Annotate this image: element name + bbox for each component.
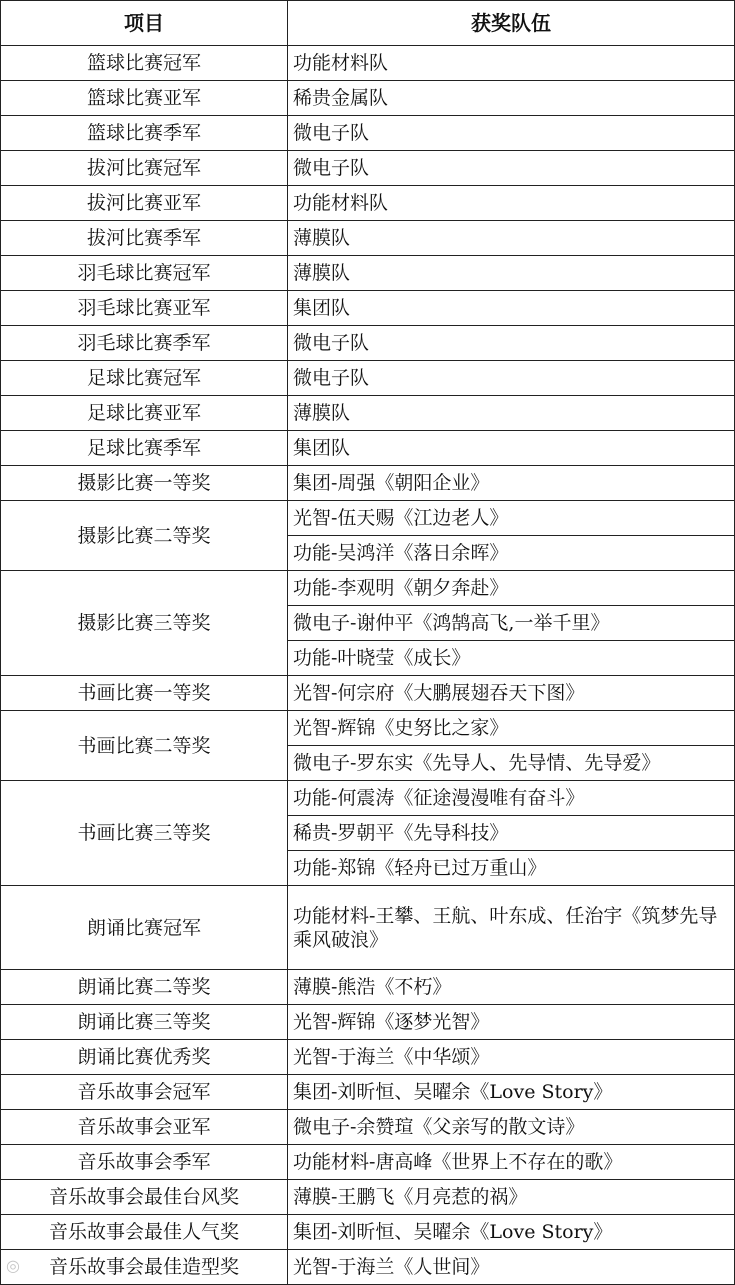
table-row [1, 291, 735, 326]
award-item: 篮球比赛冠军 [1, 46, 288, 81]
award-item: 朗诵比赛优秀奖 [1, 1040, 288, 1075]
award-item: 音乐故事会季军 [1, 1145, 288, 1180]
award-item: 足球比赛亚军 [1, 396, 288, 431]
table-row [1, 1215, 735, 1250]
award-team: 功能-李观明《朝夕奔赴》 [288, 571, 735, 606]
table-row [1, 1040, 735, 1075]
table-row [1, 571, 735, 606]
award-item: 足球比赛季军 [1, 431, 288, 466]
award-team: 稀贵金属队 [288, 81, 735, 116]
table-row [1, 1005, 735, 1040]
table-row [1, 431, 735, 466]
award-item: 摄影比赛一等奖 [1, 466, 288, 501]
award-item: 书画比赛三等奖 [1, 781, 288, 886]
header-item: 项目 [1, 1, 288, 46]
award-item: 拔河比赛季军 [1, 221, 288, 256]
table-row [1, 1180, 735, 1215]
award-item: 羽毛球比赛冠军 [1, 256, 288, 291]
award-team: 微电子队 [288, 361, 735, 396]
award-team: 集团-刘昕恒、吴曜余《Love Story》 [288, 1215, 735, 1250]
award-item: 拔河比赛冠军 [1, 151, 288, 186]
award-team: 集团队 [288, 291, 735, 326]
award-team: 微电子-谢仲平《鸿鹄高飞,一举千里》 [288, 606, 735, 641]
award-item: 篮球比赛季军 [1, 116, 288, 151]
award-item: 摄影比赛三等奖 [1, 571, 288, 676]
award-team: 薄膜队 [288, 221, 735, 256]
table-row [1, 1250, 735, 1285]
table-row [1, 396, 735, 431]
award-team: 集团-周强《朝阳企业》 [288, 466, 735, 501]
table-row [1, 1110, 735, 1145]
table-row [1, 221, 735, 256]
award-team: 微电子队 [288, 326, 735, 361]
table-row [1, 361, 735, 396]
award-team: 功能材料-王攀、王航、叶东成、任治宇《筑梦先导 乘风破浪》 [288, 886, 735, 970]
award-team: 薄膜队 [288, 396, 735, 431]
award-team: 光智-何宗府《大鹏展翅吞天下图》 [288, 676, 735, 711]
table-row [1, 116, 735, 151]
table-row [1, 256, 735, 291]
award-item: 摄影比赛二等奖 [1, 501, 288, 571]
award-team: 集团队 [288, 431, 735, 466]
header-team: 获奖队伍 [288, 1, 735, 46]
award-item: 朗诵比赛冠军 [1, 886, 288, 970]
award-team: 功能材料队 [288, 46, 735, 81]
table-row [1, 466, 735, 501]
table-row [1, 676, 735, 711]
table-row [1, 1075, 735, 1110]
award-item: 音乐故事会最佳人气奖 [1, 1215, 288, 1250]
award-item: 足球比赛冠军 [1, 361, 288, 396]
award-team: 功能-何震涛《征途漫漫唯有奋斗》 [288, 781, 735, 816]
award-item: 羽毛球比赛季军 [1, 326, 288, 361]
header-row [1, 1, 735, 46]
table-row [1, 186, 735, 221]
award-item: 朗诵比赛三等奖 [1, 1005, 288, 1040]
award-item: 书画比赛二等奖 [1, 711, 288, 781]
award-team: 薄膜-王鹏飞《月亮惹的祸》 [288, 1180, 735, 1215]
award-team: 光智-辉锦《史努比之家》 [288, 711, 735, 746]
award-item: 音乐故事会最佳造型奖 [1, 1250, 288, 1285]
award-team: 微电子-余赞瑄《父亲写的散文诗》 [288, 1110, 735, 1145]
award-team: 光智-于海兰《中华颂》 [288, 1040, 735, 1075]
table-row [1, 781, 735, 816]
award-team: 稀贵-罗朝平《先导科技》 [288, 816, 735, 851]
award-team: 光智-伍天赐《江边老人》 [288, 501, 735, 536]
award-item: 朗诵比赛二等奖 [1, 970, 288, 1005]
award-team: 薄膜队 [288, 256, 735, 291]
award-team: 微电子队 [288, 151, 735, 186]
table-row [1, 711, 735, 746]
award-team: 光智-辉锦《逐梦光智》 [288, 1005, 735, 1040]
table-row [1, 151, 735, 186]
award-team: 微电子队 [288, 116, 735, 151]
table-row [1, 81, 735, 116]
table-row [1, 970, 735, 1005]
award-item: 音乐故事会亚军 [1, 1110, 288, 1145]
award-team: 集团-刘昕恒、吴曜余《Love Story》 [288, 1075, 735, 1110]
award-team: 薄膜-熊浩《不朽》 [288, 970, 735, 1005]
table-row [1, 886, 735, 970]
award-item: 篮球比赛亚军 [1, 81, 288, 116]
award-team: 微电子-罗东实《先导人、先导情、先导爱》 [288, 746, 735, 781]
award-item: 羽毛球比赛亚军 [1, 291, 288, 326]
table-row [1, 501, 735, 536]
award-team: 功能-郑锦《轻舟已过万重山》 [288, 851, 735, 886]
award-item: 书画比赛一等奖 [1, 676, 288, 711]
watermark-icon: ◎ [6, 1256, 20, 1275]
award-item: 拔河比赛亚军 [1, 186, 288, 221]
award-team: 功能-叶晓莹《成长》 [288, 641, 735, 676]
award-team: 功能材料队 [288, 186, 735, 221]
award-team: 功能材料-唐高峰《世界上不存在的歌》 [288, 1145, 735, 1180]
award-item: 音乐故事会最佳台风奖 [1, 1180, 288, 1215]
award-team: 光智-于海兰《人世间》 [288, 1250, 735, 1285]
table-row [1, 46, 735, 81]
award-item: 音乐故事会冠军 [1, 1075, 288, 1110]
table-row [1, 326, 735, 361]
award-team: 功能-吴鸿洋《落日余晖》 [288, 536, 735, 571]
table-row [1, 1145, 735, 1180]
